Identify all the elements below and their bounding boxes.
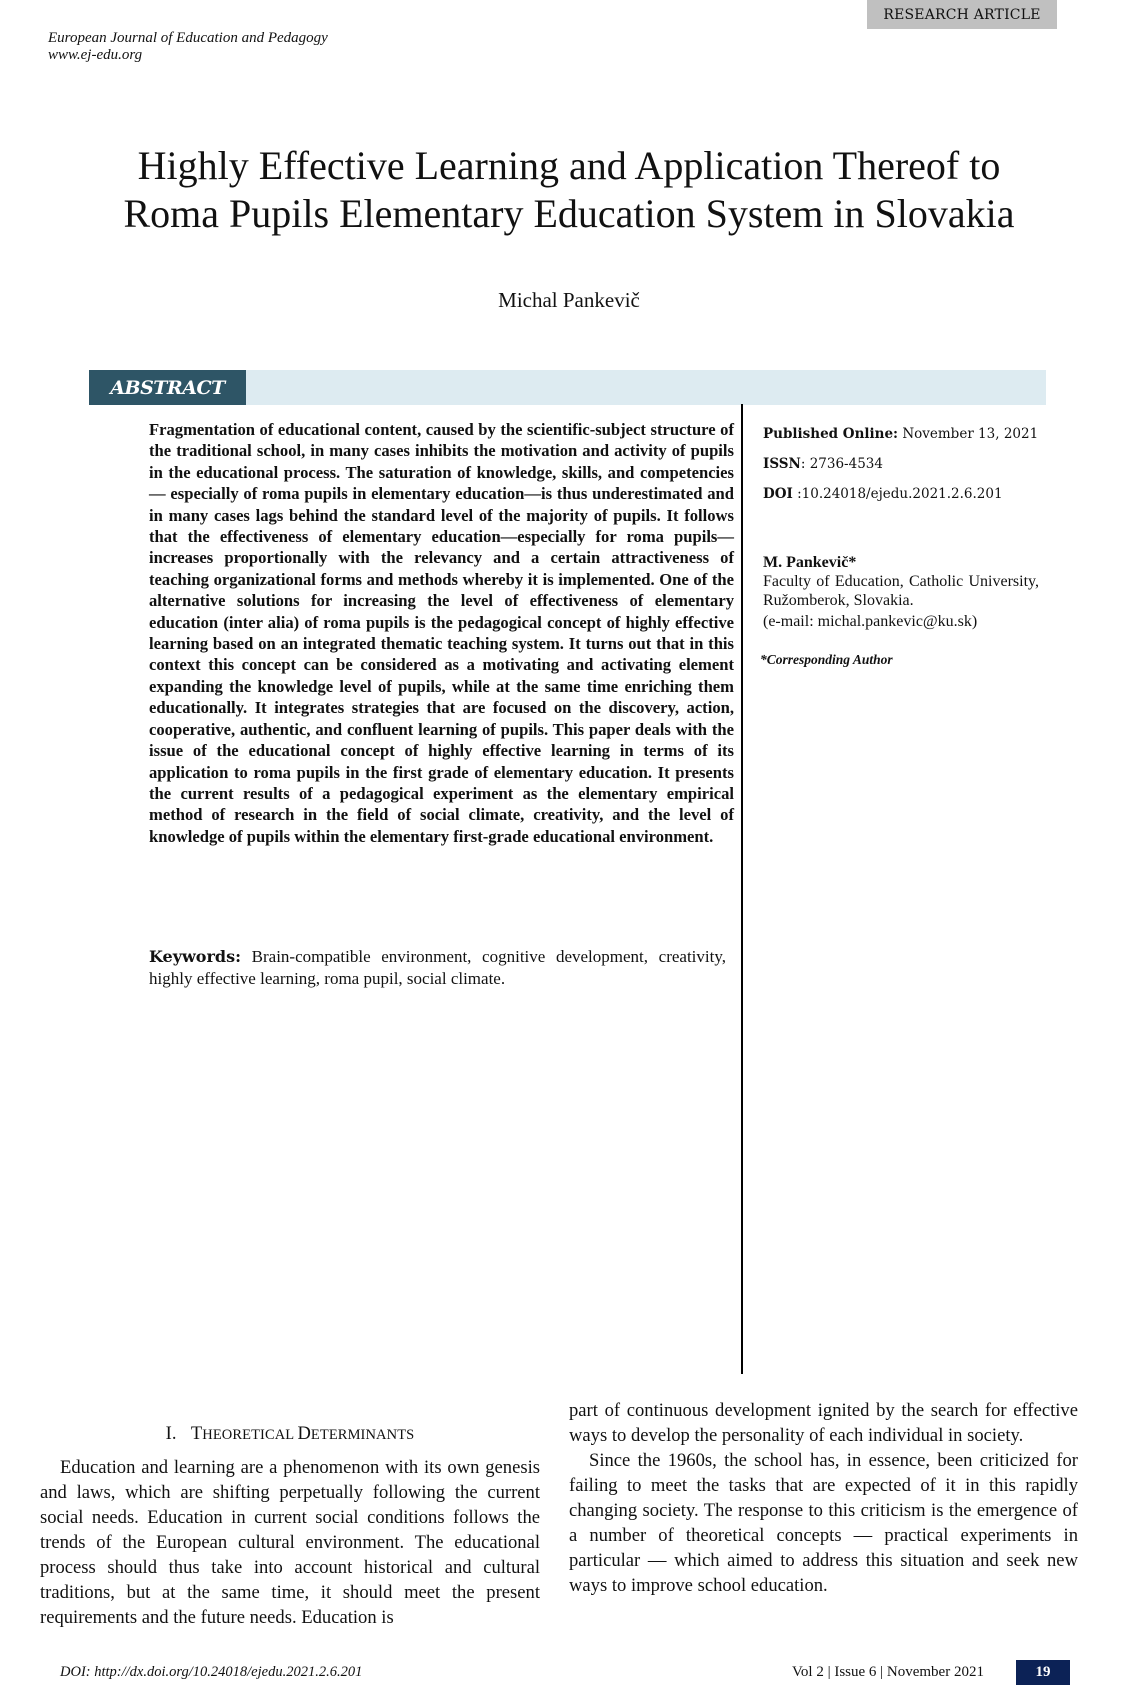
published-online (763, 426, 1043, 442)
journal-header (48, 30, 328, 64)
author-affiliation (763, 553, 1039, 631)
issn-value: : 2736-4534 (800, 456, 883, 472)
doi-value[interactable]: :10.24018/ejedu.2021.2.6.201 (792, 486, 1003, 502)
article-type-badge: RESEARCH ARTICLE (867, 0, 1057, 29)
body-paragraph-continued: part of continuous development ignited by the search for effective ways to develop the personality of each individual in society. (569, 1400, 1078, 1446)
published-value: November 13, 2021 (902, 426, 1039, 442)
footer-doi[interactable]: DOI: http://dx.doi.org/10.24018/ejedu.2021.2.6.201 (60, 1664, 363, 1680)
journal-url: www.ej-edu.org (48, 47, 143, 63)
keywords-list: Brain-compatible environment, cognitive development, creativity, highly effective learning, roma pupil, social climate. (149, 947, 726, 988)
article-title (60, 142, 1078, 238)
keywords (149, 946, 726, 990)
title-line-2: Roma Pupils Elementary Education System in Slovakia (123, 191, 1015, 236)
section-heading: I. THEORETICAL DETERMINANTS (165, 1424, 415, 1444)
author-email[interactable]: (e-mail: michal.pankevic@ku.sk) (763, 613, 978, 630)
body-column-left (40, 1455, 540, 1630)
page-number: 19 (1016, 1660, 1070, 1685)
author-short-name: M. Pankevič* (763, 554, 857, 571)
issn (763, 456, 1043, 472)
body-column-right (569, 1398, 1078, 1598)
column-divider (741, 404, 743, 1374)
section-number: I. (165, 1424, 177, 1444)
doi (763, 486, 1043, 502)
abstract-text: Fragmentation of educational content, caused by the scientific-subject structure of the traditional school, in many cases inhibits the motivation and activity of pupils in the educational process. The saturation of knowledge, skills, and competencies— especially of roma pupils in elementary education—is thus underestimated and in many cases lags behind the standard level of the majority of pupils. It follows that the effectiveness of elementary education—especially for roma pupils—increases proportionally with the relevancy and a certain attractiveness of teaching organizational forms and methods whereby it is implemented. One of the alternative solutions for increasing the level of effectiveness of elementary education (inter alia) of roma pupils is the pedagogical concept of highly effective learning based on an integrated thematic teaching system. It turns out that in this context this concept can be considered as a motivating and activating element expanding the knowledge level of pupils, while at the same time enriching them educationally. It integrates strategies that are focused on the discovery, action, cooperative, authentic, and confluent learning of pupils. This paper deals with the issue of the educational concept of highly effective learning in terms of its application to roma pupils in the first grade of elementary education. It presents the current results of a pedagogical experiment as the elementary empirical method of research in the field of social climate, creativity, and the level of knowledge of pupils within the elementary first-grade educational environment. (149, 420, 734, 846)
keywords-label: Keywords: (149, 947, 242, 966)
author-name: Michal Pankevič (498, 288, 640, 312)
published-label: Published Online: (763, 426, 899, 442)
footer-volume-info: Vol 2 | Issue 6 | November 2021 (792, 1664, 984, 1680)
corresponding-author-note: *Corresponding Author (760, 652, 893, 667)
issn-label: ISSN (763, 456, 801, 472)
title-line-1: Highly Effective Learning and Application Thereof to (137, 143, 1001, 188)
body-paragraph: Education and learning are a phenomenon with its own genesis and laws, which are shifting perpetually following the current social needs. Education in current social conditions follows the trends of the European cultural environment. The educational process should thus take into account historical and cultural traditions, but at the same time, it should meet the present requirements and the future needs. Education is (40, 1457, 540, 1628)
journal-name: European Journal of Education and Pedagogy (48, 30, 328, 46)
body-paragraph: Since the 1960s, the school has, in essence, been criticized for failing to meet the tasks that are expected of it in this rapidly changing society. The response to this criticism is the emergence of a number of theoretical concepts — practical experiments in particular — which aimed to address this situation and seek new ways to improve school education. (569, 1450, 1078, 1596)
abstract-label: ABSTRACT (89, 370, 246, 405)
affiliation-text: Faculty of Education, Catholic University, Ružomberok, Slovakia. (763, 573, 1039, 609)
doi-label: DOI (763, 486, 793, 502)
